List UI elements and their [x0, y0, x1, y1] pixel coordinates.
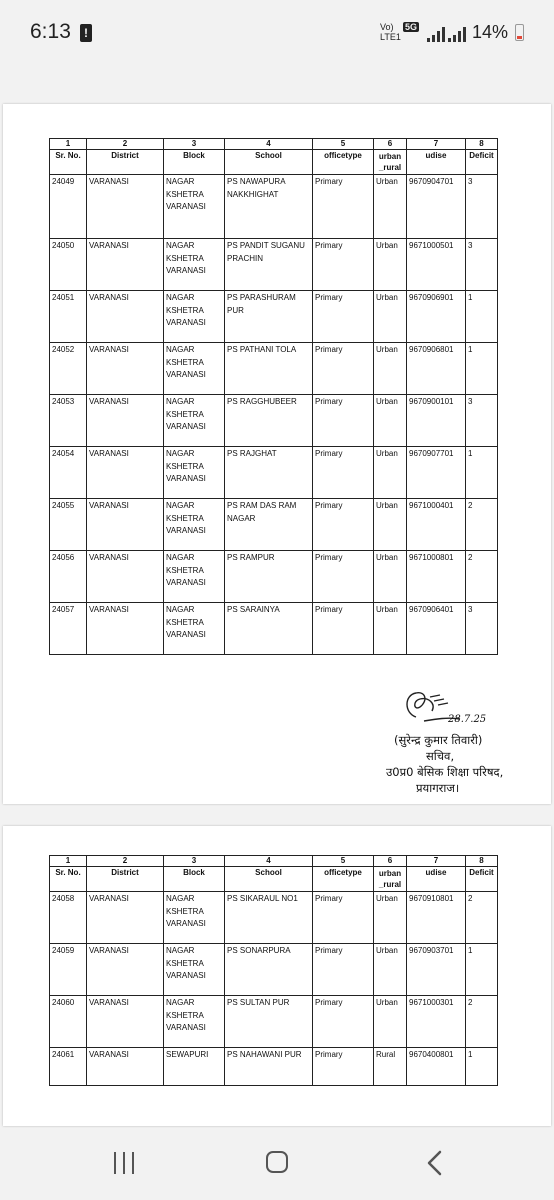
deficit-cell: 3 — [466, 395, 498, 447]
header-deficit: Deficit — [466, 150, 498, 175]
table-row — [50, 892, 498, 944]
urban-rural-cell: Urban — [374, 175, 407, 239]
header-sr-no: Sr. No. — [50, 150, 87, 175]
udise-cell: 9670910801 — [407, 892, 466, 944]
header-deficit: Deficit — [466, 867, 498, 892]
urban-rural-cell: Urban — [374, 499, 407, 551]
district-cell: VARANASI — [87, 395, 164, 447]
column-number-row — [50, 856, 498, 867]
deficit-cell: 3 — [466, 239, 498, 291]
block-cell: NAGAR KSHETRA VARANASI — [164, 892, 225, 944]
block-cell: NAGAR KSHETRA VARANASI — [164, 343, 225, 395]
signatory-office: उ0प्र0 बेसिक शिक्षा परिषद, — [386, 765, 504, 779]
signal-icon — [427, 26, 447, 42]
header-udise: udise — [407, 150, 466, 175]
table-row — [50, 175, 498, 239]
deficit-cell: 1 — [466, 447, 498, 499]
column-number-row — [50, 139, 498, 150]
deficit-cell: 1 — [466, 343, 498, 395]
battery-icon — [515, 24, 524, 41]
deficit-cell: 3 — [466, 175, 498, 239]
deficit-cell: 1 — [466, 944, 498, 996]
deficit-table-page1 — [49, 138, 498, 655]
column-header-row — [50, 150, 498, 175]
header-block: Block — [164, 867, 225, 892]
column-number-6: 6 — [374, 139, 407, 150]
block-cell: NAGAR KSHETRA VARANASI — [164, 944, 225, 996]
column-number-4: 4 — [225, 856, 313, 867]
recent-apps-icon[interactable] — [112, 1152, 136, 1174]
udise-cell: 9670900101 — [407, 395, 466, 447]
block-cell: NAGAR KSHETRA VARANASI — [164, 447, 225, 499]
udise-cell: 9670904701 — [407, 175, 466, 239]
navigation-bar — [0, 1130, 554, 1200]
officetype-cell: Primary — [313, 291, 374, 343]
sr-no-cell: 24049 — [50, 175, 87, 239]
district-cell: VARANASI — [87, 551, 164, 603]
district-cell: VARANASI — [87, 343, 164, 395]
block-cell: NAGAR KSHETRA VARANASI — [164, 603, 225, 655]
school-cell: PS RAJGHAT — [225, 447, 313, 499]
header-officetype: officetype — [313, 150, 374, 175]
udise-cell: 9671000501 — [407, 239, 466, 291]
column-number-6: 6 — [374, 856, 407, 867]
udise-cell: 9670906801 — [407, 343, 466, 395]
officetype-cell: Primary — [313, 551, 374, 603]
signal-icon-2 — [448, 26, 468, 42]
table-row — [50, 603, 498, 655]
udise-cell: 9671000401 — [407, 499, 466, 551]
officetype-cell: Primary — [313, 499, 374, 551]
school-cell: PS PANDIT SUGANU PRACHIN — [225, 239, 313, 291]
officetype-cell: Primary — [313, 944, 374, 996]
column-number-3: 3 — [164, 856, 225, 867]
block-cell: NAGAR KSHETRA VARANASI — [164, 291, 225, 343]
officetype-cell: Primary — [313, 447, 374, 499]
header-sr-no: Sr. No. — [50, 867, 87, 892]
udise-cell: 9670903701 — [407, 944, 466, 996]
district-cell: VARANASI — [87, 603, 164, 655]
clock: 6:13 — [30, 20, 71, 43]
district-cell: VARANASI — [87, 447, 164, 499]
document-page-2[interactable] — [3, 826, 551, 1126]
district-cell: VARANASI — [87, 892, 164, 944]
header-urban-rural: urban _rural — [374, 867, 407, 892]
block-cell: SEWAPURI — [164, 1048, 225, 1086]
sr-no-cell: 24056 — [50, 551, 87, 603]
table-row — [50, 239, 498, 291]
officetype-cell: Primary — [313, 395, 374, 447]
urban-rural-cell: Urban — [374, 239, 407, 291]
officetype-cell: Primary — [313, 892, 374, 944]
sr-no-cell: 24057 — [50, 603, 87, 655]
home-icon[interactable] — [266, 1151, 288, 1173]
officetype-cell: Primary — [313, 239, 374, 291]
deficit-cell: 2 — [466, 892, 498, 944]
district-cell: VARANASI — [87, 944, 164, 996]
officetype-cell: Primary — [313, 1048, 374, 1086]
udise-cell: 9670906901 — [407, 291, 466, 343]
5g-badge: 5G — [405, 22, 418, 32]
urban-rural-cell: Urban — [374, 892, 407, 944]
school-cell: PS RAM DAS RAM NAGAR — [225, 499, 313, 551]
sr-no-cell: 24054 — [50, 447, 87, 499]
status-bar — [0, 0, 554, 70]
officetype-cell: Primary — [313, 603, 374, 655]
column-number-5: 5 — [313, 856, 374, 867]
officetype-cell: Primary — [313, 175, 374, 239]
urban-rural-cell: Urban — [374, 944, 407, 996]
block-cell: NAGAR KSHETRA VARANASI — [164, 551, 225, 603]
urban-rural-cell: Urban — [374, 343, 407, 395]
column-number-1: 1 — [50, 856, 87, 867]
signatory-place: प्रयागराज। — [416, 781, 460, 795]
sr-no-cell: 24059 — [50, 944, 87, 996]
udise-cell: 9671000301 — [407, 996, 466, 1048]
header-district: District — [87, 867, 164, 892]
sr-no-cell: 24061 — [50, 1048, 87, 1086]
signature-date: 28.7.25 — [448, 714, 487, 725]
deficit-cell: 2 — [466, 996, 498, 1048]
column-number-8: 8 — [466, 856, 498, 867]
column-number-4: 4 — [225, 139, 313, 150]
officetype-cell: Primary — [313, 996, 374, 1048]
network-indicator — [380, 22, 401, 42]
block-cell: NAGAR KSHETRA VARANASI — [164, 499, 225, 551]
table-row — [50, 395, 498, 447]
table-row — [50, 499, 498, 551]
district-cell: VARANASI — [87, 291, 164, 343]
document-page-1[interactable] — [3, 104, 551, 804]
column-header-row — [50, 867, 498, 892]
column-number-7: 7 — [407, 856, 466, 867]
column-number-2: 2 — [87, 856, 164, 867]
block-cell: NAGAR KSHETRA VARANASI — [164, 996, 225, 1048]
school-cell: PS RAGGHUBEER — [225, 395, 313, 447]
urban-rural-cell: Rural — [374, 1048, 407, 1086]
table-row — [50, 343, 498, 395]
volte-label: Vo) — [380, 22, 394, 32]
district-cell: VARANASI — [87, 175, 164, 239]
school-cell: PS NAHAWANI PUR — [225, 1048, 313, 1086]
table-row — [50, 996, 498, 1048]
udise-cell: 9670906401 — [407, 603, 466, 655]
table-row — [50, 551, 498, 603]
district-cell: VARANASI — [87, 239, 164, 291]
block-cell: NAGAR KSHETRA VARANASI — [164, 175, 225, 239]
column-number-3: 3 — [164, 139, 225, 150]
deficit-cell: 1 — [466, 291, 498, 343]
school-cell: PS RAMPUR — [225, 551, 313, 603]
header-officetype: officetype — [313, 867, 374, 892]
signatory-designation: सचिव, — [426, 749, 455, 763]
urban-rural-cell: Urban — [374, 395, 407, 447]
deficit-table-page2 — [49, 855, 498, 1086]
column-number-8: 8 — [466, 139, 498, 150]
header-urban-rural: urban _rural — [374, 150, 407, 175]
header-block: Block — [164, 150, 225, 175]
column-number-2: 2 — [87, 139, 164, 150]
column-number-1: 1 — [50, 139, 87, 150]
column-number-7: 7 — [407, 139, 466, 150]
udise-cell: 9670400801 — [407, 1048, 466, 1086]
sr-no-cell: 24050 — [50, 239, 87, 291]
urban-rural-cell: Urban — [374, 996, 407, 1048]
urban-rural-cell: Urban — [374, 447, 407, 499]
column-number-5: 5 — [313, 139, 374, 150]
school-cell: PS SARAINYA — [225, 603, 313, 655]
school-cell: PS SONARPURA — [225, 944, 313, 996]
deficit-cell: 1 — [466, 1048, 498, 1086]
urban-rural-cell: Urban — [374, 603, 407, 655]
table-row — [50, 1048, 498, 1086]
district-cell: VARANASI — [87, 1048, 164, 1086]
school-cell: PS NAWAPURA NAKKHIGHAT — [225, 175, 313, 239]
battery-percent: 14% — [472, 22, 509, 42]
udise-cell: 9671000801 — [407, 551, 466, 603]
officetype-cell: Primary — [313, 343, 374, 395]
header-district: District — [87, 150, 164, 175]
urban-rural-cell: Urban — [374, 291, 407, 343]
header-udise: udise — [407, 867, 466, 892]
sr-no-cell: 24053 — [50, 395, 87, 447]
table-row — [50, 447, 498, 499]
table-row — [50, 944, 498, 996]
sr-no-cell: 24055 — [50, 499, 87, 551]
sr-no-cell: 24060 — [50, 996, 87, 1048]
signature-block — [388, 687, 548, 797]
school-cell: PS PARASHURAM PUR — [225, 291, 313, 343]
school-cell: PS SIKARAUL NO1 — [225, 892, 313, 944]
deficit-cell: 2 — [466, 551, 498, 603]
block-cell: NAGAR KSHETRA VARANASI — [164, 395, 225, 447]
deficit-cell: 2 — [466, 499, 498, 551]
lte-label: LTE1 — [380, 32, 401, 42]
sr-no-cell: 24052 — [50, 343, 87, 395]
header-school: School — [225, 867, 313, 892]
alert-icon: ! — [80, 24, 92, 42]
back-icon[interactable] — [425, 1150, 445, 1176]
school-cell: PS PATHANI TOLA — [225, 343, 313, 395]
header-school: School — [225, 150, 313, 175]
table-row — [50, 291, 498, 343]
district-cell: VARANASI — [87, 996, 164, 1048]
district-cell: VARANASI — [87, 499, 164, 551]
deficit-cell: 3 — [466, 603, 498, 655]
signatory-name: (सुरेन्द्र कुमार तिवारी) — [394, 733, 483, 747]
sr-no-cell: 24058 — [50, 892, 87, 944]
sr-no-cell: 24051 — [50, 291, 87, 343]
block-cell: NAGAR KSHETRA VARANASI — [164, 239, 225, 291]
school-cell: PS SULTAN PUR — [225, 996, 313, 1048]
udise-cell: 9670907701 — [407, 447, 466, 499]
urban-rural-cell: Urban — [374, 551, 407, 603]
